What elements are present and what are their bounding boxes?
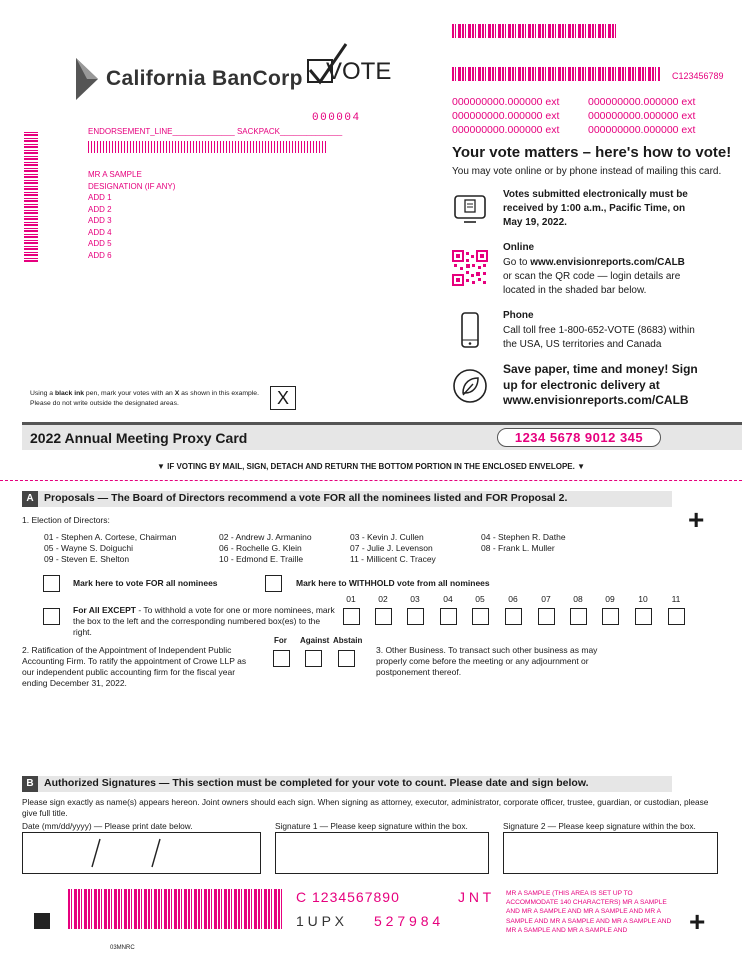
- proposal-2-for-checkbox[interactable]: [273, 650, 290, 667]
- vote-heading: Your vote matters – here's how to vote!: [452, 144, 732, 161]
- column-abstain-label: Abstain: [333, 636, 363, 645]
- company-logo-mark: [76, 58, 98, 100]
- section-a-letter: A: [22, 491, 38, 507]
- proxy-card-title: 2022 Annual Meeting Proxy Card: [30, 430, 248, 446]
- nominee: 04 - Stephen R. Dathe: [481, 532, 566, 542]
- nominee-number: 06: [508, 594, 518, 604]
- footer-code-4: 5 2 7 9 8 4: [374, 913, 441, 929]
- nominee-number: 10: [638, 594, 648, 604]
- address-line: ADD 3: [88, 216, 112, 225]
- section-b-letter: B: [22, 776, 38, 792]
- online-url-link[interactable]: www.envisionreports.com/CALB: [530, 257, 685, 268]
- for-all-except-desc: - To withhold a vote for one or more nominees, mark the box to the left and the corresponding numbered box(es) to the right.: [73, 605, 335, 637]
- for-all-except-title: For All EXCEPT: [73, 605, 136, 615]
- phone-icon: [452, 312, 488, 348]
- section-b-header: [22, 776, 672, 792]
- nominee-checkbox-03[interactable]: [407, 608, 424, 625]
- nominee: 06 - Rochelle G. Klein: [219, 543, 302, 553]
- phone-title: Phone: [503, 310, 534, 321]
- signature-1-label: Signature 1 — Please keep signature within the box.: [275, 821, 468, 831]
- withhold-all-label: Mark here to WITHHOLD vote from all nominees: [296, 578, 490, 588]
- ext-line: 000000000.000000 ext: [452, 110, 560, 122]
- nominee-number: 11: [671, 594, 681, 604]
- nominee: 03 - Kevin J. Cullen: [350, 532, 424, 542]
- address-line: ADD 1: [88, 193, 112, 202]
- example-mark: X: [276, 388, 289, 408]
- nominee-number: 04: [443, 594, 453, 604]
- nominee: 10 - Edmond E. Traille: [219, 554, 304, 564]
- proxy-card-title-bar: [22, 425, 742, 450]
- control-number: 1234 5678 9012 345: [514, 430, 644, 445]
- nominee-checkbox-05[interactable]: [472, 608, 489, 625]
- nominee: 02 - Andrew J. Armanino: [219, 532, 312, 542]
- proposal-3-text: 3. Other Business. To transact such other business as may properly come before the meeting or any adjournment or postponement thereof.: [376, 645, 598, 677]
- form-code: 03MNRC: [110, 945, 135, 951]
- plus-mark: +: [688, 504, 705, 535]
- section-b-title: Authorized Signatures — This section must be completed for your vote to count. Please date and sign below.: [44, 777, 589, 789]
- nominee-checkbox-07[interactable]: [538, 608, 555, 625]
- nominee-number: 02: [378, 594, 388, 604]
- triangle-down-icon: ▼: [574, 462, 585, 471]
- marking-instructions: [30, 389, 270, 409]
- signature-1-box[interactable]: [275, 832, 489, 874]
- ext-line: 000000000.000000 ext: [588, 96, 696, 108]
- paper-text: Save paper, time and money! Sign up for electronic delivery at www.envisionreports.com/CALB: [503, 362, 698, 407]
- triangle-down-icon: ▼: [156, 462, 168, 471]
- proposal-2-text: 2. Ratification of the Appointment of Independent Public Accounting Firm. To ratify the appointment of Crowe LLP as our independent public accounting firm for the fiscal year ending December 31, 2022.: [22, 645, 247, 688]
- instruction-line-1: [30, 389, 270, 399]
- nominee-checkbox-06[interactable]: [505, 608, 522, 625]
- nominee-checkbox-10[interactable]: [635, 608, 652, 625]
- footer-sample-text: MR A SAMPLE (THIS AREA IS SET UP TO ACCOMMODATE 140 CHARACTERS) MR A SAMPLE AND MR A SAMPLE AND MR A SAMPLE AND MR A SAMPLE AND MR A SAMPLE AND MR A SAMPLE AND MR A SAMPLE AND MR A SAMPLE AND: [506, 890, 672, 934]
- section-a-title: Proposals — The Board of Directors recommend a vote FOR all the nominees listed and FOR Proposal 2.: [44, 492, 568, 504]
- date-input-box[interactable]: [22, 832, 261, 874]
- nominee-number: 07: [541, 594, 551, 604]
- nominee-checkbox-11[interactable]: [668, 608, 685, 625]
- reference-code: C123456789: [672, 71, 724, 81]
- signature-instructions: Please sign exactly as name(s) appears hereon. Joint owners should each sign. When signing as attorney, executor, administrator, corporate officer, trustee, guardian, or custodian, please give full title.: [22, 797, 709, 818]
- withhold-all-checkbox[interactable]: [265, 575, 282, 592]
- address-line: DESIGNATION (IF ANY): [88, 181, 176, 191]
- nominee: 01 - Stephen A. Cortese, Chairman: [44, 532, 177, 542]
- instruction-line-2: Please do not write outside the designated areas.: [30, 400, 179, 407]
- address-line: ADD 6: [88, 250, 112, 260]
- vote-logo-text: VOTE: [326, 58, 392, 85]
- nominee-checkbox-08[interactable]: [570, 608, 587, 625]
- nominee-number: 09: [605, 594, 615, 604]
- endorsement-line: ENDORSEMENT_LINE______________ SACKPACK______________: [88, 127, 343, 136]
- computer-icon: [452, 190, 488, 226]
- column-for-label: For: [274, 636, 287, 645]
- online-text: [503, 256, 693, 298]
- section-a-header: [22, 491, 672, 507]
- ext-line: 000000000.000000 ext: [452, 124, 560, 136]
- election-label: 1. Election of Directors:: [22, 515, 110, 525]
- address-lines: [88, 169, 175, 261]
- date-label: Date (mm/dd/yyyy) — Please print date below.: [22, 821, 193, 831]
- online-text-part: Go to: [503, 257, 531, 268]
- instruction-part: pen, mark your votes with an: [84, 390, 175, 397]
- footer-barcode: [68, 889, 282, 929]
- vote-for-all-checkbox[interactable]: [43, 575, 60, 592]
- vertical-barcode: [24, 132, 38, 262]
- postal-barcode-top: [452, 24, 618, 38]
- proposal-2-against-checkbox[interactable]: [305, 650, 322, 667]
- nominee-number: 03: [410, 594, 420, 604]
- proposal-2-abstain-checkbox[interactable]: [338, 650, 355, 667]
- online-title: Online: [503, 242, 535, 253]
- company-name: California BanCorp: [106, 67, 303, 90]
- ext-line: 000000000.000000 ext: [452, 96, 560, 108]
- detach-cut-line: [0, 480, 742, 481]
- nominee-number: 08: [573, 594, 583, 604]
- nominee: 11 - Millicent C. Tracey: [350, 554, 436, 564]
- nominee: 05 - Wayne S. Doiguchi: [44, 543, 133, 553]
- postal-barcode-second: [452, 67, 660, 81]
- address-line: ADD 2: [88, 204, 112, 214]
- for-all-except-checkbox[interactable]: [43, 608, 60, 625]
- nominee-checkbox-04[interactable]: [440, 608, 457, 625]
- vote-logo: [306, 40, 392, 86]
- registration-square: [34, 913, 50, 929]
- detach-note: [0, 462, 742, 471]
- footer-code-1: C 1234567890: [296, 889, 400, 905]
- ext-line: 000000000.000000 ext: [588, 124, 696, 136]
- nominee: 08 - Frank L. Muller: [481, 543, 555, 553]
- phone-text: Call toll free 1-800-652-VOTE (8683) within the USA, US territories and Canada: [503, 325, 695, 350]
- control-number-box: [497, 428, 661, 447]
- example-mark-box: [270, 386, 296, 410]
- instruction-part: Using a: [30, 390, 55, 397]
- footer-code-2: J N T: [458, 889, 492, 905]
- instruction-part: as shown in this example.: [179, 390, 259, 397]
- deadline-text: Votes submitted electronically must be received by 1:00 a.m., Pacific Time, on May 19, 2022.: [503, 189, 688, 228]
- sequence-number: 000004: [312, 112, 361, 124]
- nominee-checkbox-09[interactable]: [602, 608, 619, 625]
- leaf-icon: [452, 368, 488, 404]
- nominee: 07 - Julie J. Levenson: [350, 543, 433, 553]
- address-line: ADD 4: [88, 227, 112, 237]
- footer-plus-mark: +: [689, 906, 706, 937]
- instruction-part: X: [174, 390, 180, 397]
- ext-line: 000000000.000000 ext: [588, 110, 696, 122]
- nominee-number: 05: [475, 594, 485, 604]
- online-text-part: or scan the QR code — login details are located in the shaded bar below.: [503, 271, 681, 296]
- intelligent-mail-barcode: [88, 141, 328, 153]
- detach-note-text: IF VOTING BY MAIL, SIGN, DETACH AND RETURN THE BOTTOM PORTION IN THE ENCLOSED ENVELOPE.: [167, 462, 575, 471]
- signature-2-box[interactable]: [503, 832, 718, 874]
- nominee-number: 01: [346, 594, 356, 604]
- vote-for-all-label: Mark here to vote FOR all nominees: [73, 578, 218, 588]
- signature-2-label: Signature 2 — Please keep signature within the box.: [503, 821, 696, 831]
- vote-subheading: You may vote online or by phone instead of mailing this card.: [452, 166, 722, 177]
- address-line: MR A SAMPLE: [88, 170, 142, 179]
- nominee-checkbox-02[interactable]: [375, 608, 392, 625]
- column-against-label: Against: [300, 636, 330, 645]
- footer-code-3: 1 U P X: [296, 913, 344, 929]
- nominee: 09 - Steven E. Shelton: [44, 554, 130, 564]
- instruction-part: black ink: [54, 390, 85, 397]
- for-all-except-text: [73, 605, 335, 638]
- nominee-checkbox-01[interactable]: [343, 608, 360, 625]
- address-line: ADD 5: [88, 239, 112, 248]
- qr-code-icon: [452, 250, 488, 286]
